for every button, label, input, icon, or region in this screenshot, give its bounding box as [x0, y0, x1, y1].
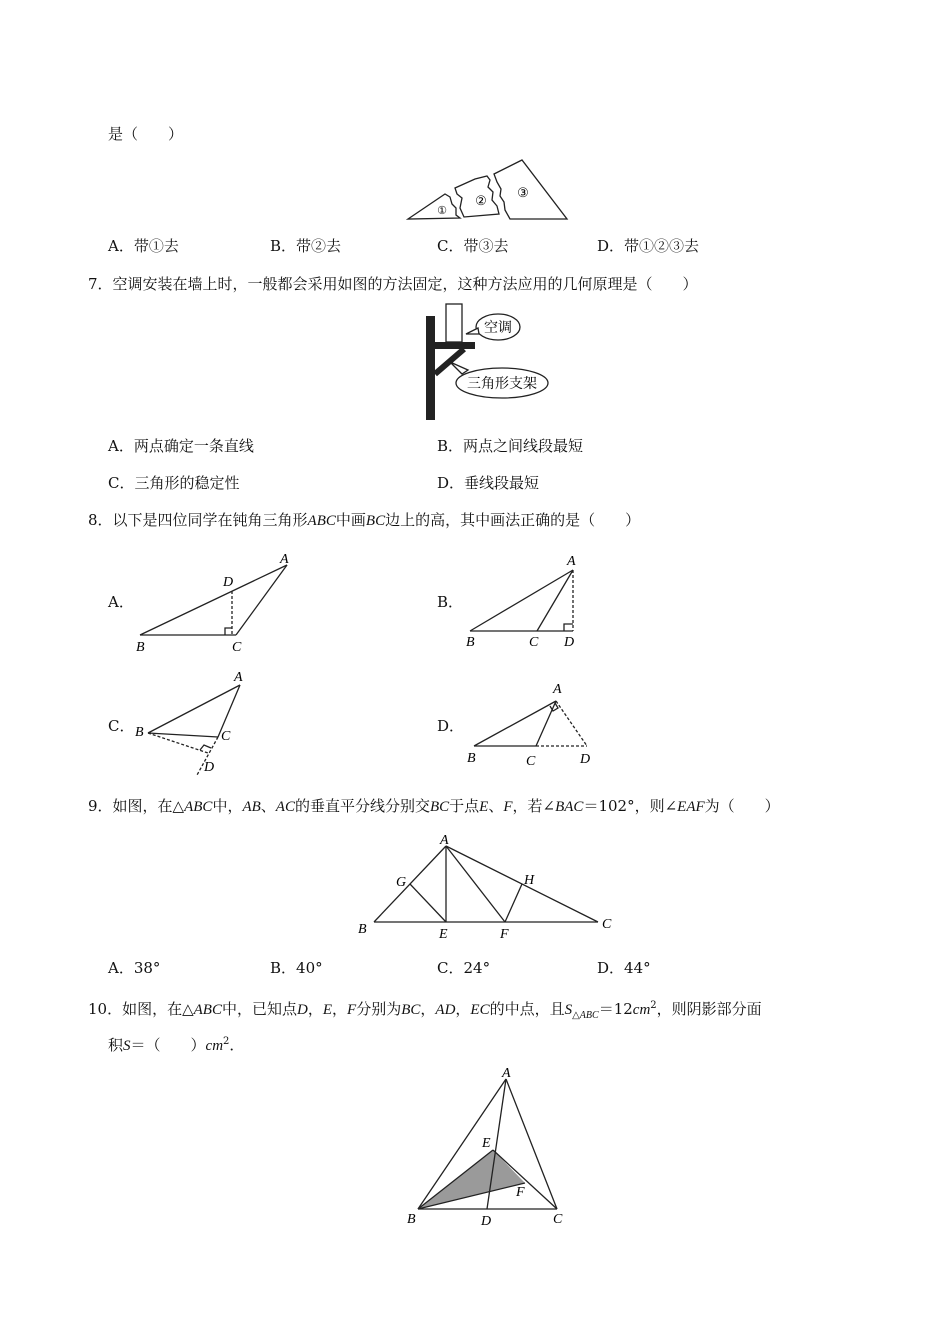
q9-option-a[interactable]: A．38° [108, 959, 161, 977]
q7-option-d[interactable]: D．垂线段最短 [437, 474, 540, 492]
q7-option-c[interactable]: C．三角形的稳定性 [108, 474, 240, 492]
q7-option-a[interactable]: A．两点确定一条直线 [108, 437, 254, 455]
q7-callout-bracket: 三角形支架 [467, 377, 537, 392]
q8a-label-b: B [136, 640, 145, 655]
q10-label-f: F [516, 1185, 525, 1200]
q8b-label-a: A [567, 554, 576, 569]
q10-stem-line-2: 积S＝（ ）$cm^2$． [108, 1036, 245, 1054]
q6-option-b[interactable]: B．带②去 [270, 237, 342, 255]
q7-callout-ac: 空调 [484, 321, 512, 336]
q6-option-c[interactable]: C．带③去 [437, 237, 509, 255]
q6-piece-label-3: ③ [517, 185, 529, 200]
q6-option-d[interactable]: D．带①②③去 [597, 237, 700, 255]
q7-stem: 7．空调安装在墙上时，一般都会采用如图的方法固定，这种方法应用的几何原理是（ ） [88, 275, 698, 293]
q9-label-f: F [500, 927, 509, 942]
q8c-label-a: A [234, 670, 243, 685]
q8c-label-b: B [135, 725, 144, 740]
q8b-label-d: D [564, 635, 575, 650]
q9-label-g: G [396, 875, 407, 890]
q10-label-a: A [502, 1066, 511, 1081]
q6-stem-tail: 是（ ） [108, 125, 184, 143]
q7-air-conditioner-figure [420, 300, 560, 425]
q8b-label-c: C [529, 635, 539, 650]
q8d-label-c: C [526, 754, 536, 768]
q6-broken-triangle-figure [400, 152, 575, 227]
q7-option-b[interactable]: B．两点之间线段最短 [437, 437, 584, 455]
q9-label-e: E [439, 927, 448, 942]
q9-option-c[interactable]: C．24° [437, 959, 491, 977]
q8-figure-b [460, 548, 590, 656]
q6-piece-label-2: ② [475, 193, 487, 208]
q8-option-c[interactable]: C． [108, 717, 135, 735]
q9-option-d[interactable]: D．44° [597, 959, 651, 977]
q9-label-h: H [524, 873, 535, 888]
q8c-label-d: D [204, 760, 215, 775]
q6-piece-label-1: ① [437, 205, 447, 217]
q8-figure-c [130, 665, 260, 780]
q8d-label-b: B [467, 751, 476, 766]
q8a-label-d: D [223, 575, 234, 590]
q8b-label-b: B [466, 635, 475, 650]
q8a-label-a: A [280, 552, 289, 567]
q10-label-d: D [481, 1214, 492, 1229]
q9-label-b: B [358, 922, 367, 937]
q9-label-a: A [440, 833, 449, 848]
q8a-label-c: C [232, 640, 242, 655]
q9-option-b[interactable]: B．40° [270, 959, 323, 977]
q9-triangle-figure [352, 830, 622, 945]
q8-figure-d [460, 676, 600, 768]
q6-option-a[interactable]: A．带①去 [108, 237, 179, 255]
q8-option-a[interactable]: A． [108, 593, 134, 611]
q9-stem: 9．如图，在△ABC中，AB、AC的垂直平分线分别交BC于点E、F，若∠BAC＝102°，则∠EAF为（ ） [88, 797, 780, 815]
q10-label-c: C [553, 1212, 563, 1227]
q10-label-b: B [407, 1212, 416, 1227]
q8-stem: 8．以下是四位同学在钝角三角形ABC中画BC边上的高，其中画法正确的是（ ） [88, 511, 641, 529]
q10-stem-line-1: 10．如图，在△ABC中，已知点D，E，F分别为BC，AD，EC的中点，且$S_{\triangle ABC}=12cm^2$，则阴影部分面 [88, 1000, 762, 1021]
q9-label-c: C [602, 917, 612, 932]
q8d-label-d: D [580, 752, 591, 767]
q8-figure-a [130, 545, 300, 657]
q10-shaded-triangle-figure [400, 1065, 580, 1235]
q8d-label-a: A [553, 682, 562, 697]
q8c-label-c: C [221, 729, 231, 744]
q8-option-b[interactable]: B． [437, 593, 464, 611]
q10-label-e: E [482, 1136, 491, 1151]
q8-option-d[interactable]: D． [437, 717, 465, 735]
